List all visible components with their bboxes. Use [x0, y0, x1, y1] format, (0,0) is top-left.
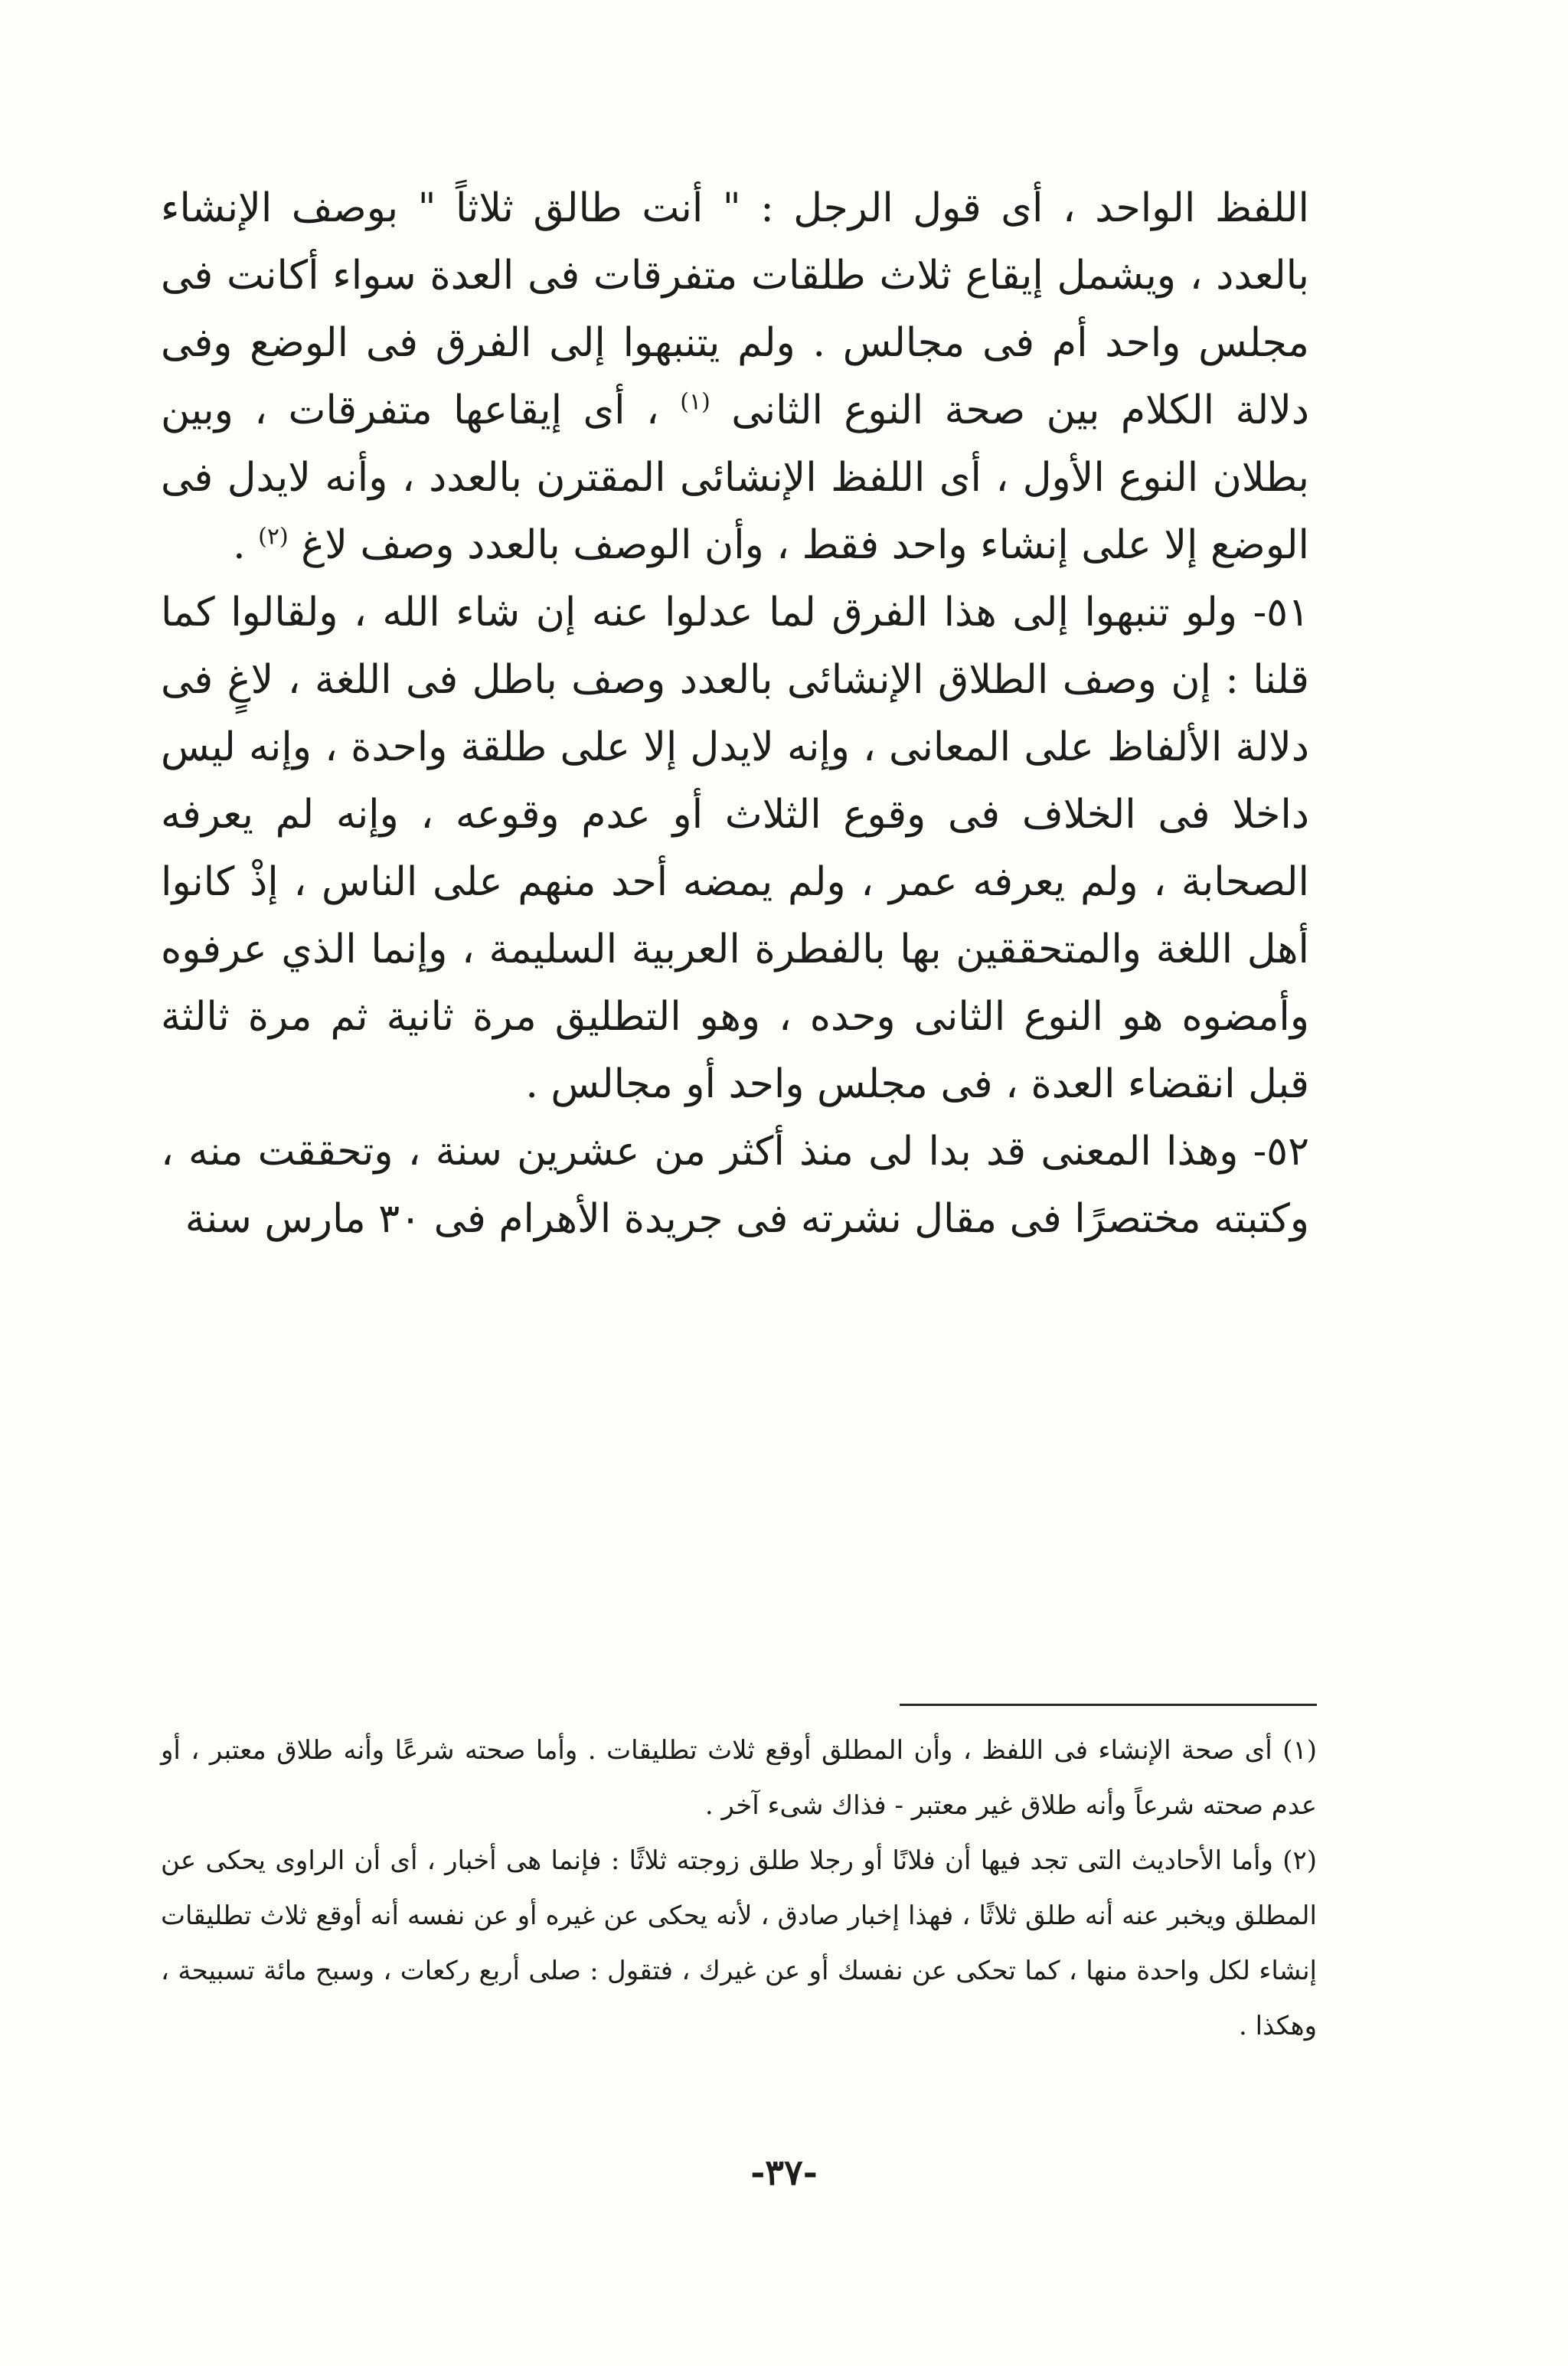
paragraph-number: ٥١- — [1253, 590, 1309, 636]
page-number: -٣٧- — [750, 2152, 818, 2193]
paragraph-text: ، أى إيقاعها متفرقات ، وبين بطلان النوع الأول ، أى اللفظ الإنشائى المقترن بالعدد ، وأنه لايدل فى الوضع إلا على إنشاء واحد فقط ، وأن الوصف بالعدد وصف لاغ — [161, 387, 1309, 568]
footnote-text: أى صحة الإنشاء فى اللفظ ، وأن المطلق أوقع ثلاث تطليقات . وأما صحته شرعًا وأنه طلاق معتبر ، أو عدم صحته شرعاً وأنه طلاق غير معتبر - فذاك شىء آخر . — [161, 1735, 1317, 1821]
paragraph-text: اللفظ الواحد ، أى قول الرجل : " أنت طالق ثلاثاً " بوصف الإنشاء بالعدد ، ويشمل إيقاع ثلاث طلقات متفرقات فى العدة سواء أكانت فى مجلس واحد أم فى مجالس . ولم يتنبهوا إلى الفرق فى الوضع وفى دلالة الكلام بين صحة النوع الثانى — [161, 185, 1310, 433]
footnote-reference: (٢) — [258, 523, 289, 551]
paragraph-text: وهذا المعنى قد بدا لى منذ أكثر من عشرين سنة ، وتحققت منه ، وكتبته مختصرًا فى مقال نشرته فى جريدة الأهرام فى ٣٠ مارس سنة — [161, 1129, 1309, 1242]
footnote-reference: (١) — [680, 388, 710, 416]
paragraph-number: ٥٢- — [1253, 1129, 1309, 1175]
paragraph-51 — [161, 579, 1309, 1118]
footnote-1 — [161, 1723, 1317, 1833]
footnote-divider — [900, 1704, 1317, 1706]
paragraph-52 — [161, 1118, 1309, 1253]
footnote-text: وأما الأحاديث التى تجد فيها أن فلانًا أو رجلا طلق زوجته ثلاثًا : فإنما هى أخبار ، أى أن الراوى يحكى عن المطلق ويخبر عنه أنه طلق ثلاثًا ، فهذا إخبار صادق ، لأنه يحكى عن غيره أو عن نفسه أنه أوقع ثلاث تطليقات إنشاء لكل واحدة منها ، كما تحكى عن نفسك أو عن غيرك ، فتقول : صلى أربع ركعات ، وسبح مائة تسبيحة ، وهكذا . — [161, 1845, 1317, 2041]
paragraph-text: ولو تنبهوا إلى هذا الفرق لما عدلوا عنه إن شاء الله ، ولقالوا كما قلنا : إن وصف الطلاق الإنشائى بالعدد وصف باطل فى اللغة ، لاغٍ فى دلالة الألفاظ على المعانى ، وإنه لايدل إلا على طلقة واحدة ، وإنه ليس داخلا فى الخلاف فى وقوع الثلاث أو عدم وقوعه ، وإنه لم يعرفه الصحابة ، ولم يعرفه عمر ، ولم يمضه أحد منهم على الناس ، إذْ كانوا أهل اللغة والمتحققين بها بالفطرة العربية السليمة ، وإنما الذي عرفوه وأمضوه هو النوع الثانى وحده ، وهو التطليق مرة ثانية ثم مرة ثالثة قبل انقضاء العدة ، فى مجلس واحد أو مجالس . — [161, 590, 1310, 1107]
paragraph-text: . — [233, 522, 246, 568]
footnote-2 — [161, 1833, 1317, 2054]
footnotes-section — [161, 1723, 1317, 2054]
main-text-body — [161, 175, 1309, 1253]
footnote-marker: (١) — [1282, 1735, 1317, 1766]
footnote-marker: (٢) — [1282, 1845, 1318, 1876]
paragraph-continuation — [161, 175, 1309, 579]
